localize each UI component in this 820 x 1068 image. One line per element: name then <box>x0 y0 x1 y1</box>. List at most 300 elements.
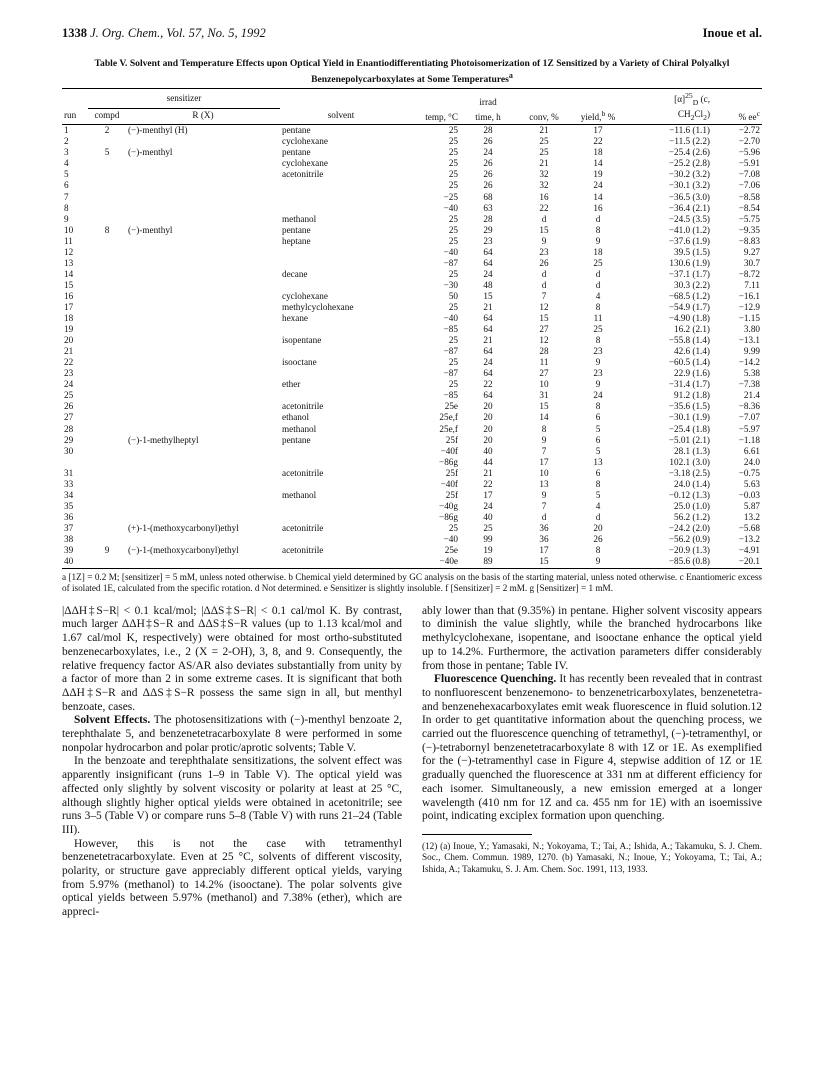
solvent-cell: decane <box>282 268 308 279</box>
r-cell <box>126 457 280 468</box>
time-header: time, h <box>460 108 516 125</box>
run-cell: 8 <box>64 202 69 213</box>
conv-cell: 13 <box>539 478 549 489</box>
table-header-row-1 <box>62 89 762 108</box>
conv-cell: 8 <box>541 423 547 434</box>
yield-cell: 5 <box>595 489 601 500</box>
ee-cell: 5.38 <box>743 368 760 379</box>
ee-cell: 3.80 <box>743 324 760 335</box>
yield-cell: 11 <box>593 313 603 324</box>
time-cell: 20 <box>483 401 493 412</box>
solvent-cell: acetonitrile <box>282 467 324 478</box>
compd-cell <box>88 368 126 379</box>
compd-cell <box>88 412 126 423</box>
conv-cell: 26 <box>539 257 549 268</box>
r-cell <box>126 302 280 313</box>
conv-cell: 23 <box>539 246 549 257</box>
temp-cell: 25e <box>444 545 458 556</box>
yield-cell: 8 <box>595 401 601 412</box>
solvent-cell: acetonitrile <box>282 401 324 412</box>
r-cell <box>126 368 280 379</box>
r-cell: (−)-menthyl <box>128 147 173 158</box>
temp-cell: 25 <box>448 335 458 346</box>
rotation-cell: −55.8 (1.4) <box>668 335 710 346</box>
sensitizer-header: sensitizer <box>88 89 280 108</box>
rotation-cell: −24.2 (2.0) <box>668 522 710 533</box>
ee-cell: −16.1 <box>738 290 760 301</box>
yield-cell: 8 <box>595 224 601 235</box>
temp-cell: 25e,f <box>439 423 458 434</box>
run-cell: 26 <box>64 401 74 412</box>
table-row <box>62 324 762 335</box>
r-cell <box>126 180 280 191</box>
compd-cell <box>88 479 126 490</box>
rotation-cell: 130.6 (1.9) <box>669 257 710 268</box>
time-cell: 29 <box>483 224 493 235</box>
run-cell: 22 <box>64 357 74 368</box>
time-cell: 24 <box>483 500 493 511</box>
yield-cell: 26 <box>593 533 603 544</box>
conv-cell: 9 <box>541 235 547 246</box>
body-columns <box>62 605 762 920</box>
run-cell: 24 <box>64 379 74 390</box>
run-cell: 11 <box>64 235 73 246</box>
table-header-row-2 <box>62 108 762 125</box>
time-cell: 23 <box>483 235 493 246</box>
run-cell: 14 <box>64 268 74 279</box>
conv-cell: 32 <box>539 180 549 191</box>
yield-cell: 8 <box>595 478 601 489</box>
compd-cell <box>88 169 126 180</box>
time-cell: 48 <box>483 279 493 290</box>
solvent-cell: cyclohexane <box>282 158 328 169</box>
time-cell: 40 <box>483 511 493 522</box>
r-cell <box>126 401 280 412</box>
solvent-cell <box>280 501 402 512</box>
conv-cell: 32 <box>539 169 549 180</box>
time-cell: 89 <box>460 556 516 569</box>
ee-cell: 9.27 <box>743 246 760 257</box>
left-column <box>62 605 402 920</box>
table-row <box>62 247 762 258</box>
r-cell <box>126 192 280 203</box>
yield-cell: 23 <box>593 368 603 379</box>
solvent-cell <box>280 446 402 457</box>
compd-cell <box>88 302 126 313</box>
yield-cell: 25 <box>593 257 603 268</box>
conv-cell: 11 <box>539 357 549 368</box>
table-row <box>62 534 762 545</box>
compd-cell <box>88 490 126 501</box>
paragraph-solvent-effects <box>62 714 402 755</box>
temp-cell: 50 <box>448 290 458 301</box>
ee-header: % $ee^c$ <box>712 108 762 125</box>
table-row <box>62 457 762 468</box>
temp-cell: 25 <box>448 379 458 390</box>
run-cell <box>62 457 88 468</box>
conv-cell: 21 <box>539 158 549 169</box>
conv-cell: 7 <box>541 500 547 511</box>
yield-cell: 14 <box>593 158 603 169</box>
yield-cell: 23 <box>593 346 603 357</box>
yield-cell: 6 <box>595 412 601 423</box>
compd-cell <box>88 313 126 324</box>
yield-cell: 6 <box>595 434 601 445</box>
run-cell: 17 <box>64 301 74 312</box>
ee-cell: −12.9 <box>738 301 760 312</box>
compd-cell <box>88 247 126 258</box>
conv-cell: d <box>541 213 547 224</box>
solvent-cell: pentane <box>282 147 311 158</box>
section-heading-solvent-effects: Solvent Effects. <box>74 714 151 727</box>
solvent-cell <box>280 390 402 401</box>
rotation-cell: −3.18 (2.5) <box>668 467 710 478</box>
conv-cell: 10 <box>539 379 549 390</box>
conv-cell: d <box>541 268 547 279</box>
run-cell: 4 <box>64 158 69 169</box>
time-cell: 24 <box>483 357 493 368</box>
compd-cell <box>88 523 126 534</box>
yield-cell: 4 <box>595 500 601 511</box>
yield-cell: 18 <box>593 246 603 257</box>
conv-cell: 7 <box>541 445 547 456</box>
solvent-cell: methanol <box>282 489 317 500</box>
time-cell: 26 <box>483 169 493 180</box>
run-header: run <box>62 108 88 125</box>
run-cell: 2 <box>64 136 69 147</box>
temp-cell: 25e <box>444 401 458 412</box>
table-row <box>62 258 762 269</box>
table-row <box>62 169 762 180</box>
ee-cell: 5.63 <box>743 478 760 489</box>
run-cell: 19 <box>64 324 74 335</box>
rotation-cell: 22.9 (1.6) <box>674 368 710 379</box>
compd-cell: 8 <box>104 224 110 235</box>
time-cell: 17 <box>483 489 493 500</box>
ee-cell: −7.06 <box>738 180 760 191</box>
time-cell: 64 <box>483 368 493 379</box>
r-cell <box>126 158 280 169</box>
journal-page <box>62 26 762 920</box>
yield-cell: 19 <box>593 169 603 180</box>
run-cell: 15 <box>64 279 74 290</box>
table-row <box>62 368 762 379</box>
irrad-header-top: irrad <box>460 89 516 108</box>
conv-cell: 25 <box>539 147 549 158</box>
run-cell: 39 <box>64 545 74 556</box>
r-cell <box>126 556 280 569</box>
compd-cell <box>88 214 126 225</box>
time-cell: 20 <box>483 412 493 423</box>
compd-cell <box>88 192 126 203</box>
compd-header: compd <box>88 108 126 125</box>
running-head-authors: Inoue et al. <box>702 26 762 40</box>
conv-cell: 28 <box>539 346 549 357</box>
solvent-cell: cyclohexane <box>282 290 328 301</box>
solvent-cell: acetonitrile <box>282 522 324 533</box>
compd-cell: 5 <box>104 147 110 158</box>
conv-cell: 15 <box>539 401 549 412</box>
paragraph: ably lower than that (9.35%) in pentane. Higher solvent viscosity appears to diminish the value slightly, while the branched hydrocarbons like methylcyclohexane, isopentane, and isooctane enhance the optical yield up to 14.2%. Furthermore, the activation parameters differ considerably from those in pentane; Table IV. <box>422 604 762 672</box>
temp-cell: 25e,f <box>439 412 458 423</box>
running-head <box>62 26 762 44</box>
table-title: Solvent and Temperature Effects upon Optical Yield in Enantiodifferentiating Photoisomerization of 1Z Sensitized by a Variety of Chiral Polyalkyl Benzenepolycarboxylates at Some Temperatures <box>129 58 730 86</box>
ee-cell: −8.54 <box>738 202 760 213</box>
run-cell: 3 <box>64 147 69 158</box>
temp-cell: 25 <box>448 180 458 191</box>
compd-cell <box>88 236 126 247</box>
rotation-cell: −25.4 (1.8) <box>668 423 710 434</box>
rotation-cell: −54.9 (1.7) <box>668 301 710 312</box>
yield-cell: 5 <box>595 445 601 456</box>
paragraph-fluorescence-quenching <box>422 673 762 824</box>
rotation-cell: −36.4 (2.1) <box>668 202 710 213</box>
yield-cell: 24 <box>593 390 603 401</box>
reference-12: (12) (a) Inoue, Y.; Yamasaki, N.; Yokoyama, T.; Tai, A.; Ishida, A.; Takamuku, S. J. Chem. Soc., Chem. Commun. 1989, 1270. (b) Yamasaki, N.; Inoue, Y.; Yokoyama, T.; Tai, A.; Ishida, A.; Takamuku, S. J. Am. Chem. Soc. 1991, 113, 1933. <box>422 840 762 874</box>
conv-header: conv, % <box>516 108 572 125</box>
compd-cell <box>88 468 126 479</box>
table-caption <box>62 58 762 86</box>
references-divider <box>422 834 532 835</box>
run-cell: 37 <box>64 522 74 533</box>
yield-cell: 4 <box>595 290 601 301</box>
table-row <box>62 446 762 457</box>
r-cell <box>126 169 280 180</box>
r-cell <box>126 324 280 335</box>
time-cell: 64 <box>483 257 493 268</box>
table-row <box>62 313 762 324</box>
run-cell: 30 <box>64 445 74 456</box>
compd-cell <box>88 501 126 512</box>
yield-cell: d <box>595 213 601 224</box>
time-cell: 19 <box>483 545 493 556</box>
ee-cell: 9.99 <box>743 346 760 357</box>
temp-cell: −40f <box>440 478 458 489</box>
ee-cell: −20.1 <box>712 556 762 569</box>
conv-cell: 27 <box>539 368 549 379</box>
ee-cell: −7.08 <box>738 169 760 180</box>
rotation-cell: 102.1 (3.0) <box>669 456 710 467</box>
compd-cell <box>88 180 126 191</box>
paragraph: |ΔΔH‡S−R| < 0.1 kcal/mol; |ΔΔS‡S−R| < 0.1 cal/mol K. By contrast, much larger ΔΔH‡S−R and ΔΔS‡S−R values (up to 1.13 kcal/mol and 1.67 cal/mol K, respectively) were obtained for most ortho-substituted benzenecarboxylates, i.e., 2 (X = 2-OH), 3, 8, and 9. Consequently, the relative frequency factor AS/AR also deviates substantially from unity by a factor of more than 2 in some extreme cases. It is significant that both ΔΔH‡S−R and ΔΔS‡S−R possess the same sign in all, but menthyl benzoate, cases. <box>62 604 402 713</box>
compd-cell <box>88 335 126 346</box>
conv-cell: 31 <box>539 390 549 401</box>
table-row <box>62 379 762 390</box>
rotation-cell: −60.5 (1.4) <box>668 357 710 368</box>
solvent-cell: pentane <box>282 434 311 445</box>
yield-cell: 13 <box>593 456 603 467</box>
r-cell <box>126 446 280 457</box>
r-header: R (X) <box>126 108 280 125</box>
time-cell: 21 <box>483 301 493 312</box>
table-title-footnote-mark: a <box>508 71 513 80</box>
yield-header: yield,$^b$ % <box>572 108 624 125</box>
temp-cell: −25 <box>443 191 458 202</box>
rotation-cell: −25.2 (2.8) <box>668 158 710 169</box>
temp-cell: 25f <box>445 434 458 445</box>
solvent-cell: methanol <box>282 423 317 434</box>
run-cell: 40 <box>62 556 88 569</box>
journal-volume: Vol. 57, No. 5, 1992 <box>166 26 266 40</box>
solvent-cell <box>280 192 402 203</box>
time-cell: 21 <box>483 467 493 478</box>
r-cell <box>126 490 280 501</box>
conv-cell: 36 <box>539 533 549 544</box>
r-cell: (+)-1-(methoxycarbonyl)ethyl <box>128 522 239 533</box>
rotation-cell: −24.5 (3.5) <box>668 213 710 224</box>
conv-cell: d <box>541 511 547 522</box>
yield-cell: 20 <box>593 522 603 533</box>
table-row <box>62 180 762 191</box>
rotation-cell: −37.1 (1.7) <box>668 268 710 279</box>
r-cell <box>126 534 280 545</box>
rotation-cell: 42.6 (1.4) <box>674 346 710 357</box>
ee-cell: −14.2 <box>738 357 760 368</box>
conv-cell: 17 <box>539 456 549 467</box>
run-cell: 6 <box>64 180 69 191</box>
conv-cell: 25 <box>539 136 549 147</box>
compd-cell <box>88 258 126 269</box>
rotation-cell: −56.2 (0.9) <box>668 533 710 544</box>
r-cell <box>126 379 280 390</box>
rotation-cell: −11.5 (2.2) <box>669 136 710 147</box>
conv-cell: 12 <box>539 301 549 312</box>
temp-cell: 25 <box>448 357 458 368</box>
rotation-cell: −85.6 (0.8) <box>624 556 712 569</box>
solvent-cell <box>280 512 402 523</box>
time-cell: 28 <box>483 125 493 136</box>
time-cell: 20 <box>483 434 493 445</box>
ee-cell: −5.97 <box>738 423 760 434</box>
temp-cell: 25 <box>448 224 458 235</box>
time-cell: 20 <box>483 423 493 434</box>
time-cell: 24 <box>483 268 493 279</box>
table-row <box>62 424 762 435</box>
solvent-cell: hexane <box>282 313 309 324</box>
solvent-cell <box>280 346 402 357</box>
running-head-citation <box>62 26 266 41</box>
ee-cell: −7.07 <box>738 412 760 423</box>
yield-cell: 9 <box>595 379 601 390</box>
rotation-cell: 25.0 (1.0) <box>674 500 710 511</box>
run-cell: 16 <box>64 290 74 301</box>
table-row <box>62 401 762 412</box>
time-cell: 26 <box>483 180 493 191</box>
solvent-cell <box>280 479 402 490</box>
compd-cell: 2 <box>104 125 110 136</box>
yield-cell: 6 <box>595 467 601 478</box>
temp-cell: −40 <box>443 202 458 213</box>
r-cell: (−)-menthyl <box>128 224 173 235</box>
ee-cell: −8.72 <box>738 268 760 279</box>
time-cell: 25 <box>483 522 493 533</box>
temp-cell: −86g <box>439 511 458 522</box>
yield-cell: 9 <box>572 556 624 569</box>
temp-cell: −40f <box>440 445 458 456</box>
yield-cell: 9 <box>595 357 601 368</box>
r-cell <box>126 203 280 214</box>
table-row <box>62 280 762 291</box>
time-cell: 64 <box>483 324 493 335</box>
yield-cell: 25 <box>593 324 603 335</box>
time-cell: 28 <box>483 213 493 224</box>
temp-cell: −40 <box>443 533 458 544</box>
solvent-cell: pentane <box>282 125 311 136</box>
rotation-cell: 39.5 (1.5) <box>674 246 710 257</box>
temp-header: temp, °C <box>402 108 460 125</box>
ee-cell: −4.91 <box>738 545 760 556</box>
time-cell: 63 <box>483 202 493 213</box>
yield-cell: 24 <box>593 180 603 191</box>
table-row <box>62 302 762 313</box>
run-cell: 18 <box>64 313 74 324</box>
yield-cell: 8 <box>595 301 601 312</box>
rotation-cell: 28.1 (1.3) <box>674 445 710 456</box>
run-cell: 10 <box>64 224 74 235</box>
r-cell <box>126 512 280 523</box>
yield-cell: 9 <box>595 235 601 246</box>
run-cell: 27 <box>64 412 74 423</box>
solvent-cell <box>280 324 402 335</box>
r-cell <box>126 412 280 423</box>
compd-cell <box>88 324 126 335</box>
table-label: Table V. <box>94 58 128 69</box>
table-row <box>62 412 762 423</box>
ee-cell: −13.2 <box>738 533 760 544</box>
run-cell: 25 <box>64 390 74 401</box>
table-row <box>62 468 762 479</box>
compd-cell <box>88 424 126 435</box>
compd-cell <box>88 556 126 569</box>
temp-cell: −85 <box>443 390 458 401</box>
ee-cell: −13.1 <box>738 335 760 346</box>
solvent-cell: ethanol <box>282 412 310 423</box>
r-cell <box>126 258 280 269</box>
temp-cell: 25 <box>448 136 458 147</box>
run-cell: 1 <box>64 125 69 136</box>
conv-cell: 12 <box>539 335 549 346</box>
compd-cell <box>88 379 126 390</box>
solvent-cell: heptane <box>282 235 311 246</box>
yield-cell: 16 <box>593 202 603 213</box>
compd-cell <box>88 390 126 401</box>
ee-cell: −0.75 <box>738 467 760 478</box>
rotation-cell: −30.1 (1.9) <box>668 412 710 423</box>
rotation-cell: −5.01 (2.1) <box>668 434 710 445</box>
solvent-cell <box>280 203 402 214</box>
yield-cell: d <box>595 511 601 522</box>
compd-cell <box>88 357 126 368</box>
run-cell: 38 <box>64 533 74 544</box>
time-cell: 22 <box>483 379 493 390</box>
time-cell: 64 <box>483 313 493 324</box>
ee-cell: −9.35 <box>738 224 760 235</box>
temp-cell: −85 <box>443 324 458 335</box>
yield-cell: 8 <box>595 545 601 556</box>
solvent-cell: cyclohexane <box>282 136 328 147</box>
temp-cell: 25 <box>448 235 458 246</box>
ee-cell: −8.36 <box>738 401 760 412</box>
temp-cell: 25f <box>445 467 458 478</box>
table-row <box>62 236 762 247</box>
ee-cell: −2.72 <box>738 125 760 136</box>
table-row <box>62 435 762 446</box>
solvent-cell <box>280 280 402 291</box>
run-cell: 13 <box>64 257 74 268</box>
ee-cell: −5.96 <box>738 147 760 158</box>
run-cell: 12 <box>64 246 74 257</box>
temp-cell: −40 <box>443 246 458 257</box>
